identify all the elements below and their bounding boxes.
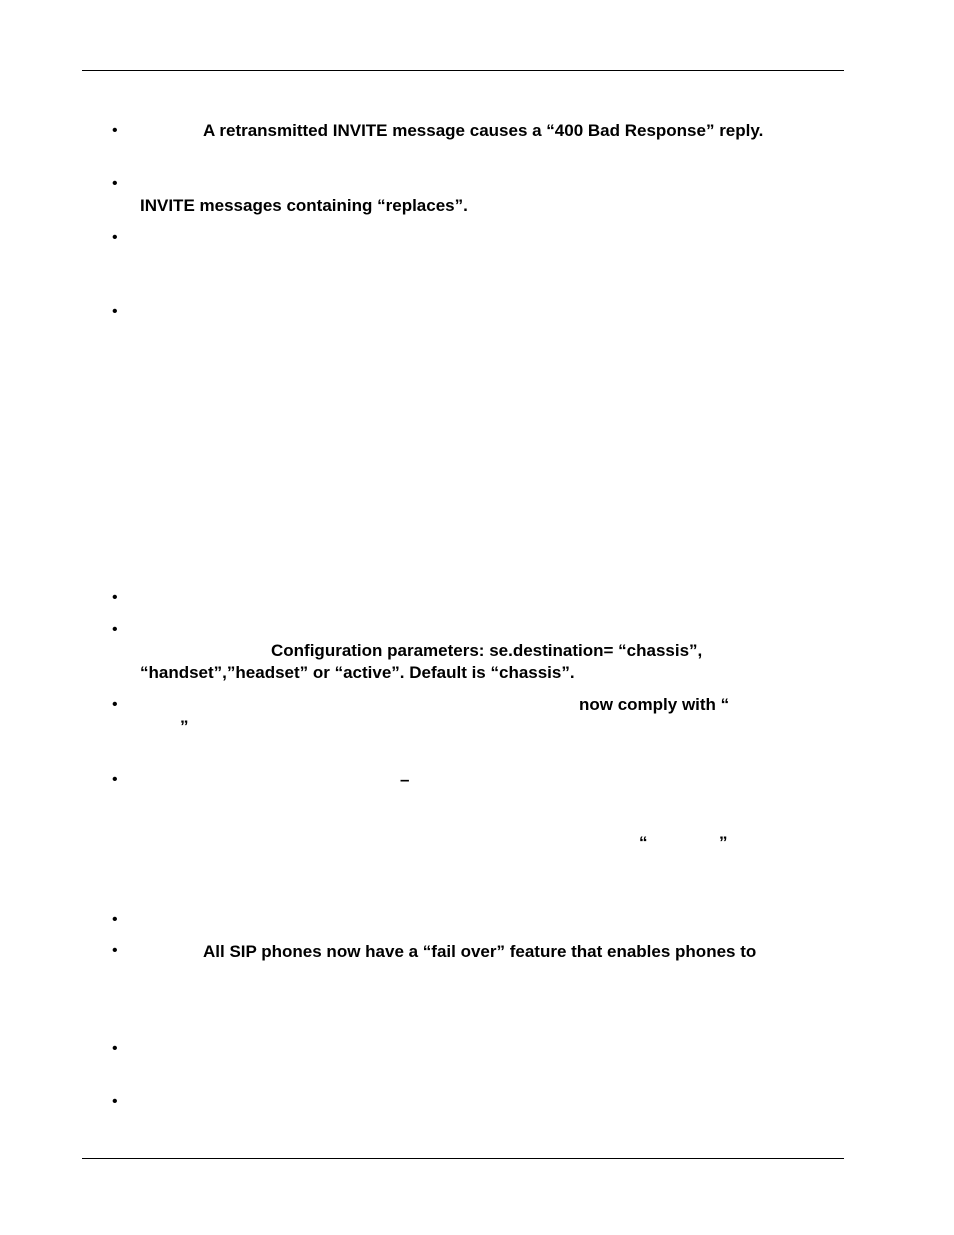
text-en-dash: – [400,770,410,789]
header-rule [82,70,844,71]
bullet-7: • [112,696,118,713]
bullet-9: • [112,911,118,928]
bullet-12: • [112,1093,118,1110]
text-retransmitted-invite: A retransmitted INVITE message causes a “400 Bad Response” reply. [203,121,764,140]
text-open-quote: “ [639,833,648,852]
bullet-2: • [112,175,118,192]
text-fail-over: All SIP phones now have a “fail over” feature that enables phones to [203,942,757,961]
bullet-4: • [112,303,118,320]
text-config-parameters: Configuration parameters: se.destination= “chassis”, [271,641,703,660]
text-closing-quote: ” [180,717,189,736]
bullet-11: • [112,1040,118,1057]
text-invite-replaces: INVITE messages containing “replaces”. [140,196,468,215]
bullet-5: • [112,589,118,606]
text-now-comply: now comply with “ [579,695,730,714]
bullet-3: • [112,229,118,246]
bullet-8: • [112,771,118,788]
footer-rule [82,1158,844,1159]
text-close-quote: ” [719,833,728,852]
text-config-defaults: “handset”,”headset” or “active”. Default is “chassis”. [140,663,575,682]
bullet-1: • [112,122,118,139]
bullet-10: • [112,942,118,959]
bullet-6: • [112,621,118,638]
